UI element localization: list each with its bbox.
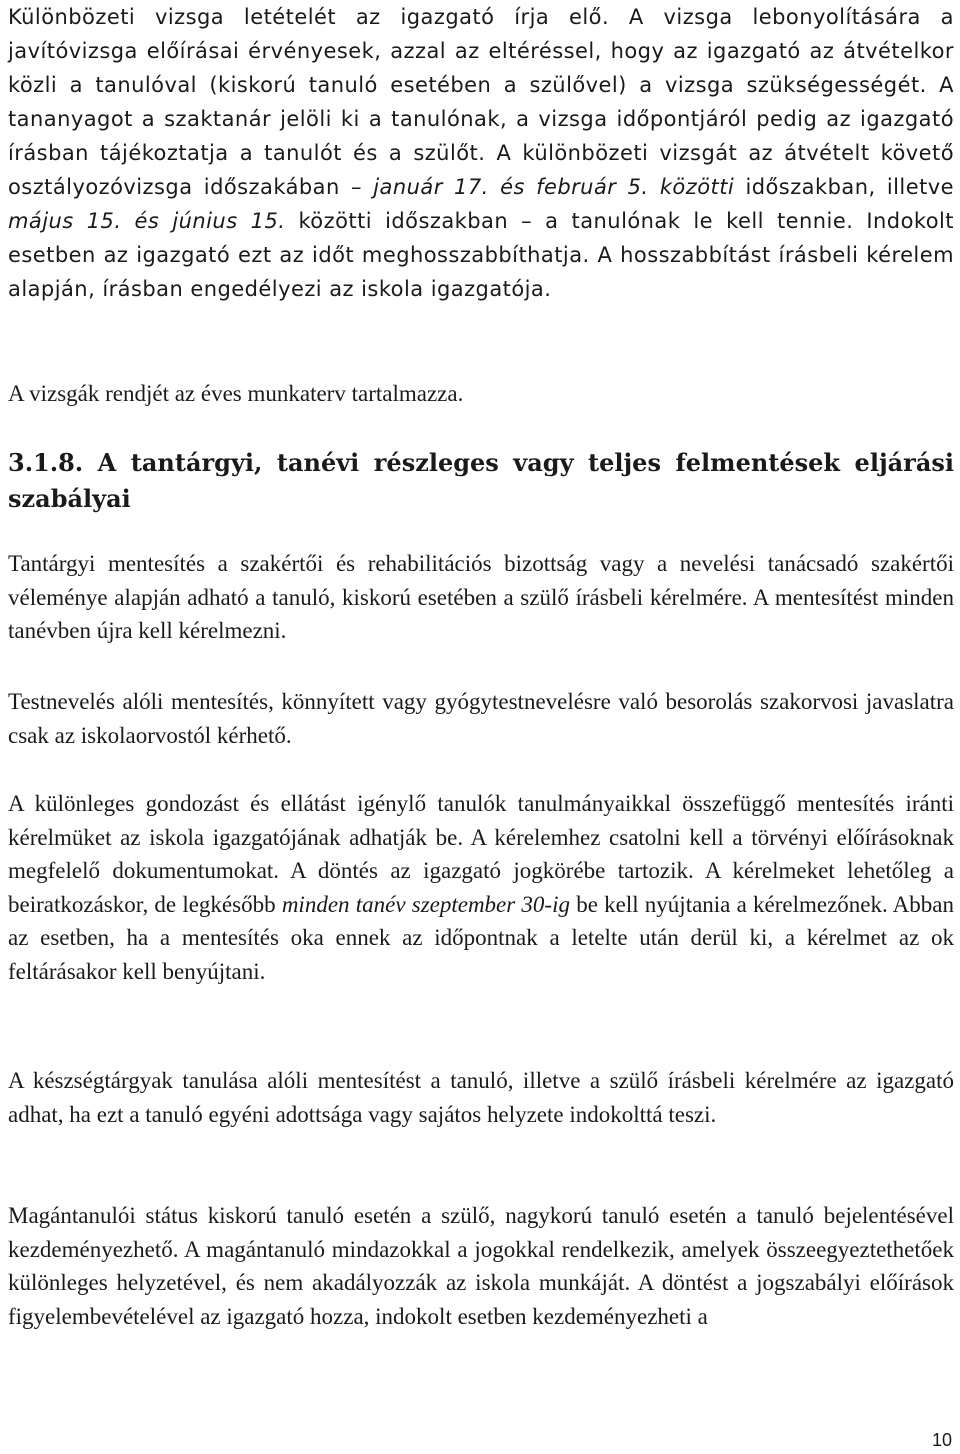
paragraph-text: Különbözeti vizsga letételét az igazgató írja elő. A vizsga lebonyolítására a javítóvizsga előírásai érvényesek, azzal az eltéréssel, hogy az igazgató az átvételkor közli a tanulóval (kiskorú tanuló esetében a szülővel) a vizsga szükségességét. A tananyagot a szaktanár jelöli ki a tanulónak, a vizsga időpontjáról pedig az igazgató írásban tájékoztatja a tanulót és a szülőt. A különbözeti vizsgát az átvételt követő osztályozóvizsga időszakában – xyxy=(8,5,954,199)
paragraph-magantanulo: Magántanulói státus kiskorú tanuló esetén a szülő, nagykorú tanuló esetén a tanuló bejelentésével kezdeményezhető. A magántanuló mindazokkal a jogokkal rendelkezik, amelyek összeegyeztethetőek különleges helyzetével, és nem akadályozzák az iskola munkáját. A döntést a jogszabályi előírások figyelembevételével az igazgató hozza, indokolt esetben kezdeményezheti a xyxy=(8,1203,954,1329)
paragraph-text: be kell nyújtania a kérelmezőnek. Abban az esetben, ha a mentesítés oka ennek az időpontnak a letelte után derül ki, a kérelmet az ok feltárásakor kell benyújtani. xyxy=(8,891,955,984)
page-number: 10 xyxy=(931,1430,952,1450)
paragraph-keszsegtargyak: A készségtárgyak tanulása alóli mentesítést a tanuló, illetve a szülő írásbeli kérelmére az igazgató adhat, ha ezt a tanuló egyéni adottsága vagy sajátos helyzete indokolttá teszi. xyxy=(8,1068,954,1127)
paragraph-text: közötti időszakban – a tanulónak le kell tennie. Indokolt esetben az igazgató ezt az időt meghosszabbíthatja. A hosszabbítást írásbeli kérelem alapján, írásban engedélyezi az iskola igazgatója. xyxy=(8,209,954,301)
paragraph-text: időszakban, illetve xyxy=(734,175,955,199)
paragraph-text: A különleges gondozást és ellátást igénylő tanulók tanulmányaikkal összefüggő mentesítés iránti kérelmüket az iskola igazgatójának adhatják be. A kérelemhez csatolni kell a törvényi előírásoknak megfelelő dokumentumokat. A döntés az igazgató jogkörébe tartozik. A kérelmeket lehetőleg a beiratkozáskor, de legkésőbb xyxy=(8,791,954,917)
italic-date-range: január 17. és február 5. közötti xyxy=(373,175,735,199)
paragraph-kulonbozeti-vizsga xyxy=(8,0,954,306)
paragraph-munkaterv: A vizsgák rendjét az éves munkaterv tartalmazza. xyxy=(8,381,464,406)
paragraph-testneveles: Testnevelés alóli mentesítés, könnyített vagy gyógytestnevelésre való besorolás szakorvosi javaslatra csak az iskolaorvostól kérhető. xyxy=(8,689,954,748)
paragraph-tantargyi-mentesites: Tantárgyi mentesítés a szakértői és rehabilitációs bizottság vagy a nevelési tanácsadó szakértői véleménye alapján adható a tanuló, kiskorú esetében a szülő írásbeli kérelmére. A mentesítést minden tanévben újra kell kérelmezni. xyxy=(8,551,954,643)
italic-date-range: május 15. és június 15. xyxy=(8,209,286,233)
section-heading: 3.1.8. A tantárgyi, tanévi részleges vagy teljes felmentések eljárási szabályai xyxy=(8,448,954,513)
italic-deadline: minden tanév szeptember 30-ig xyxy=(281,891,570,917)
paragraph-kulonleges-gondozas xyxy=(8,787,954,988)
